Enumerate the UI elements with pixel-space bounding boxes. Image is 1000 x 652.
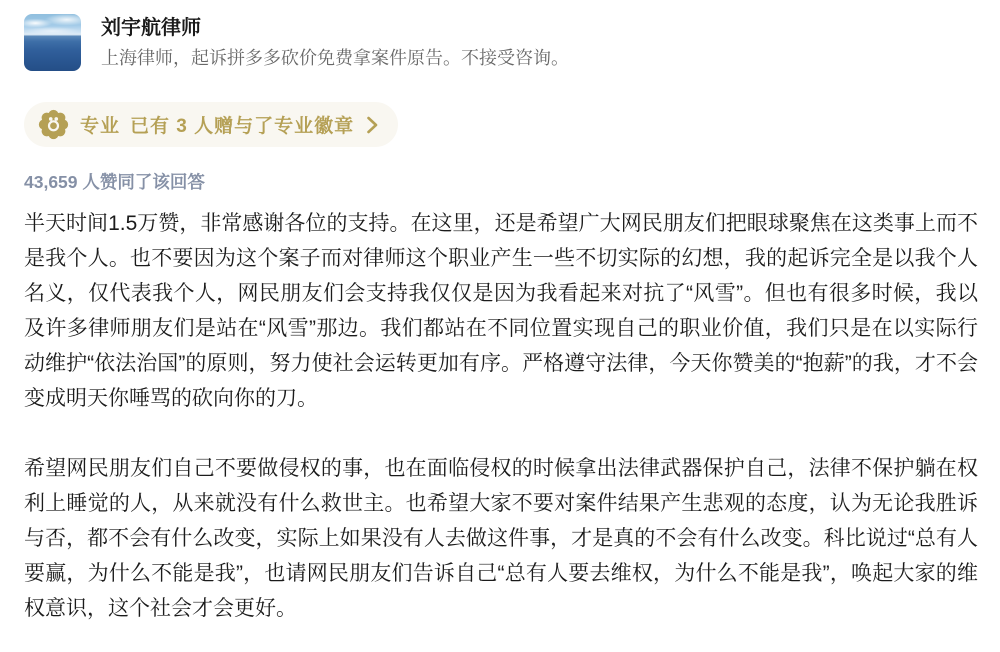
author-bio: 上海律师，起诉拼多多砍价免费拿案件原告。不接受咨询。 xyxy=(101,48,569,68)
answer-paragraph: 希望网民朋友们自己不要做侵权的事，也在面临侵权的时候拿出法律武器保护自己，法律不保护躺在权利上睡觉的人，从来就没有什么救世主。也希望大家不要对案件结果产生悲观的态度，认为无论我胜诉与否，都不会有什么改变，实际上如果没有人去做这件事，才是真的不会有什么改变。科比说过“总有人要赢，为什么不能是我”，也请网民朋友们告诉自己“总有人要去维权，为什么不能是我”，唤起大家的维权意识，这个社会才会更好。 xyxy=(24,457,978,620)
avatar[interactable] xyxy=(24,14,81,71)
answer-paragraph: 半天时间1.5万赞，非常感谢各位的支持。在这里，还是希望广大网民朋友们把眼球聚焦在这类事上而不是我个人。也不要因为这个案子而对律师这个职业产生一些不切实际的幻想，我的起诉完全是以我个人名义，仅代表我个人，网民朋友们会支持我仅仅是因为我看起来对抗了“风雪”。但也有很多时候，我以及许多律师朋友们是站在“风雪”那边。我们都站在不同位置实现自己的职业价值，我们只是在以实际行动维护“依法治国”的原则，努力使社会运转更加有序。严格遵守法律，今天你赞美的“抱薪”的我，才不会变成明天你唾骂的砍向你的刀。 xyxy=(24,212,978,410)
author-name[interactable]: 刘宇航律师 xyxy=(101,17,201,39)
author-header xyxy=(24,14,976,71)
chevron-right-icon xyxy=(366,116,378,134)
author-info xyxy=(101,15,569,70)
upvote-count-text: 43,659 人赞同了该回答 xyxy=(24,172,205,192)
answer-body xyxy=(24,206,978,626)
badge-label: 专业 xyxy=(80,116,121,137)
professional-badge-bar[interactable] xyxy=(24,102,398,147)
medal-rosette-icon xyxy=(38,109,69,140)
badge-description: 已有 3 人赠与了专业徽章 xyxy=(130,116,355,137)
